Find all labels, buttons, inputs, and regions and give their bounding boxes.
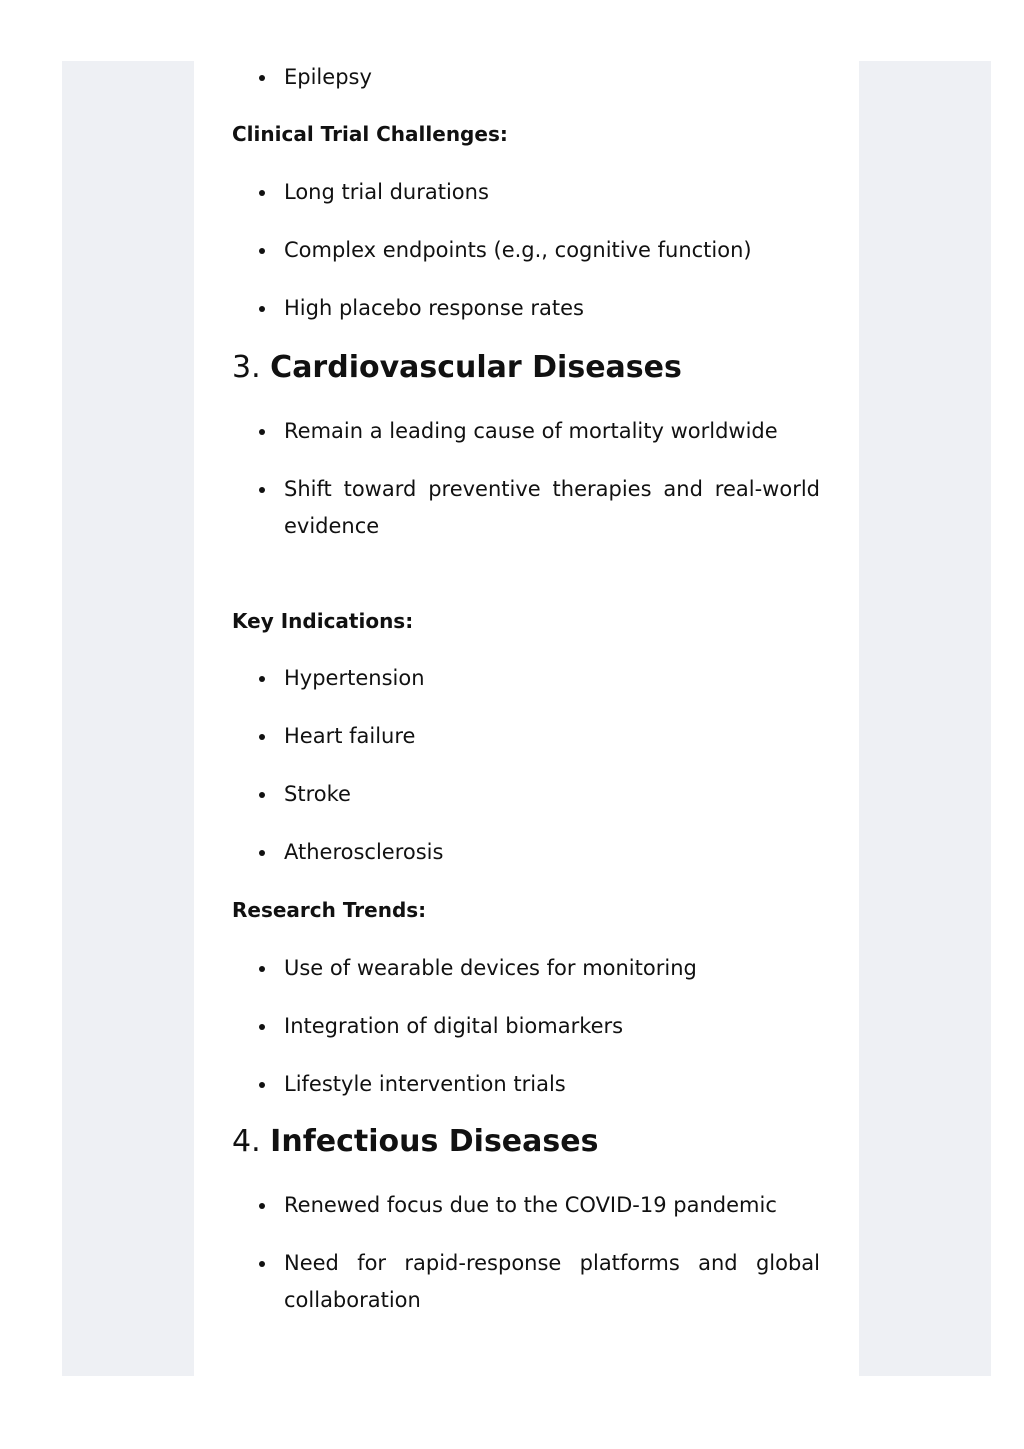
list-item: Epilepsy <box>232 59 820 96</box>
list-item: Stroke <box>232 776 820 813</box>
article-body <box>194 61 859 1376</box>
list-item: Integration of digital biomarkers <box>232 1008 820 1045</box>
research-trends-heading: Research Trends: <box>232 898 427 922</box>
section-number: 4. <box>232 1124 261 1159</box>
section-heading-infectious <box>232 1122 598 1162</box>
list-item: Need for rapid-response platforms and global collaboration <box>232 1245 820 1319</box>
list-item: Shift toward preventive therapies and real-world evidence <box>232 471 820 545</box>
list-item: Use of wearable devices for monitoring <box>232 950 820 987</box>
section-title: Cardiovascular Diseases <box>270 350 682 385</box>
section-heading-cardiovascular <box>232 348 682 388</box>
section-number: 3. <box>232 350 261 385</box>
infectious-overview-list <box>232 1187 820 1319</box>
list-item: Remain a leading cause of mortality worldwide <box>232 413 820 450</box>
list-item: High placebo response rates <box>232 290 820 327</box>
list-item: Lifestyle intervention trials <box>232 1066 820 1103</box>
list-item: Hypertension <box>232 660 820 697</box>
list-item: Long trial durations <box>232 174 820 211</box>
list-item: Heart failure <box>232 718 820 755</box>
key-indications-heading: Key Indications: <box>232 609 414 633</box>
list-item: Renewed focus due to the COVID-19 pandemic <box>232 1187 820 1224</box>
neuro-indications-list <box>232 59 820 96</box>
key-indications-list <box>232 660 820 871</box>
list-item: Atherosclerosis <box>232 834 820 871</box>
list-item: Complex endpoints (e.g., cognitive function) <box>232 232 820 269</box>
clinical-trial-challenges-heading: Clinical Trial Challenges: <box>232 122 508 146</box>
section-title: Infectious Diseases <box>270 1124 599 1159</box>
research-trends-list <box>232 950 820 1103</box>
cardiovascular-overview-list <box>232 413 820 545</box>
clinical-trial-challenges-list <box>232 174 820 327</box>
